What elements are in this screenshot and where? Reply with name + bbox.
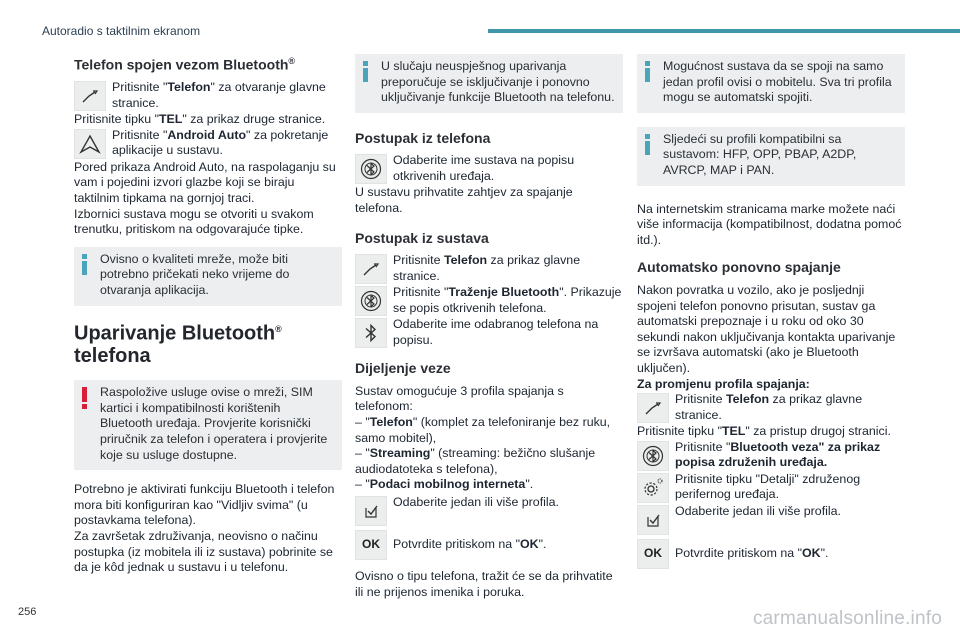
ok-icon: OK [637,539,669,569]
paragraph-auto-reconnect: Nakon povratka u vozilo, ako je posljednji spojeni telefon ponovno prisutan, sustav ga automatski prepoznaje i u roku od oko 30 sekundi nakon uključivanja kontakta uparivanje se izvršava automatski (ako je Bluetooth uključen). [637,282,896,375]
profile-telefon: – "Telefon" (komplet za telefoniranje bez ruku, samo mobitel), [355,414,611,445]
header-accent-bar [488,29,960,33]
checkbox-icon [637,505,669,535]
profile-mobile-data: – "Podaci mobilnog interneta". [355,477,534,492]
ok-icon: OK [355,530,387,560]
section-heading-sharing: Dijeljenje veze [355,360,451,377]
section-heading-from-system: Postupak iz sustava [355,229,489,246]
paragraph-menus: Izbornici sustava mogu se otvoriti u svakom trenutku, pritiskom na odgovarajuće tipke. [74,206,314,237]
info-note-pairing-failure: U slučaju neuspješnog uparivanja preporučuje se isključivanje i ponovno uključivanje funkcije Bluetooth na telefonu. [355,54,623,113]
pointer-icon [74,81,106,111]
instruction-tel-key: Pritisnite tipku "TEL" za pristup drugoj stranici. [637,424,891,439]
instruction-details: Pritisnite tipku "Detalji" združenog perifernog uređaja. [637,472,905,504]
instruction-confirm-ok: OK Potvrdite pritiskom na "OK". [637,538,905,570]
paragraph-contacts-transfer: Ovisno o tipu telefona, tražit će se da prihvatite ili ne prijenos imenika i poruka. [355,568,613,599]
section-heading-auto-reconnect: Automatsko ponovno spajanje [637,259,841,276]
paragraph-profiles-intro: Sustav omogućuje 3 profila spajanja s telefonom: [355,383,564,414]
instruction-android-auto: Pritisnite "Android Auto" za pokretanje aplikacije u sustavu. [74,128,342,160]
section-heading-bluetooth-phone: Telefon spojen vezom Bluetooth® [74,56,296,73]
instruction-select-system: Odaberite ime sustava na popisu otkrivenih uređaja. [355,153,623,185]
section-heading-pairing: Uparivanje Bluetooth® telefona [74,322,282,368]
info-icon [644,61,650,83]
info-icon [81,254,87,276]
paragraph-android-auto-sources: Pored prikaza Android Auto, na raspolaganju su vam i pojedini izvori glazbe koji se biraju taktilnim tipkama na gornjoj traci. [74,159,336,206]
instruction-bluetooth-connection: Pritisnite "Bluetooth veza" za prikaz popisa združenih uređaja. [637,440,905,472]
gear-icon [637,473,669,503]
instruction-accept-request: U sustavu prihvatite zahtjev za spajanje telefona. [355,185,573,215]
android-auto-icon [74,129,106,159]
instruction-press-telefon: Pritisnite Telefon za prikaz glavne stranice. [355,253,623,285]
bluetooth-search-icon [637,441,669,471]
instruction-confirm-ok: OK Potvrdite pritiskom na "OK". [355,529,623,561]
instruction-press-telefon: Pritisnite Telefon za prikaz glavne stranice. [637,392,905,424]
info-note-single-profile: Mogućnost sustava da se spoji na samo jedan profil ovisi o mobitelu. Sva tri profila mogu se automatski spojiti. [637,54,905,113]
pointer-icon [637,393,669,423]
column-2 [355,54,623,600]
column-1 [74,54,342,576]
bluetooth-search-icon [355,154,387,184]
paragraph-website: Na internetskim stranicama marke možete naći više informacija (kompatibilnost, dodatna pomoć itd.). [637,201,902,247]
instruction-select-profiles: Odaberite jedan ili više profila. [355,495,623,527]
section-heading-from-phone: Postupak iz telefona [355,129,491,146]
paragraph-activate-bluetooth: Potrebno je aktivirati funkciju Bluetooth i telefon mora biti konfiguriran kao "Vidljiv svima" (u postavkama telefona). [74,482,335,528]
pointer-icon [355,254,387,284]
info-note-network: Ovisno o kvaliteti mreže, može biti potrebno pričekati neko vrijeme do otvaranja aplikacija. [74,247,342,306]
warning-icon [81,387,87,409]
checkbox-icon [355,496,387,526]
instruction-telefon: Pritisnite "Telefon" za otvaranje glavne stranice. [74,80,342,112]
info-icon [644,134,650,156]
instruction-select-phone: Odaberite ime odabranog telefona na popisu. [355,317,623,349]
info-note-compatible-profiles: Sljedeći su profili kompatibilni sa sustavom: HFP, OPP, PBAP, A2DP, AVRCP, MAP i PAN. [637,127,905,186]
column-3 [637,54,905,570]
running-header: Autoradio s taktilnim ekranom [42,24,201,38]
profile-streaming: – "Streaming" (streaming: bežično slušanje audiodatoteka s telefona), [355,446,596,476]
paragraph-code-match: Za završetak združivanja, neovisno o načinu postupka (iz mobitela ili iz sustava) pobrinite se da je kôd jednak u sustavu i u telefonu. [74,529,333,575]
instruction-tel-key: Pritisnite tipku "TEL" za prikaz druge stranice. [74,112,326,127]
instruction-select-profiles: Odaberite jedan ili više profila. [637,504,905,536]
page-number: 256 [18,606,37,618]
warning-note-services: Raspoložive usluge ovise o mreži, SIM kartici i kompatibilnosti korištenih Bluetooth uređaja. Provjerite korisnički priručnik za telefon i operatera i provjerite koje su usluge dostupne. [74,380,342,470]
label-change-profile: Za promjenu profila spajanja: [637,376,810,391]
bluetooth-icon [355,318,387,348]
bluetooth-search-icon [355,286,387,316]
watermark: carmanualsonline.info [752,608,942,629]
instruction-bluetooth-search: Pritisnite "Traženje Bluetooth". Prikazuje se popis otkrivenih telefona. [355,285,623,317]
info-icon [362,61,368,83]
